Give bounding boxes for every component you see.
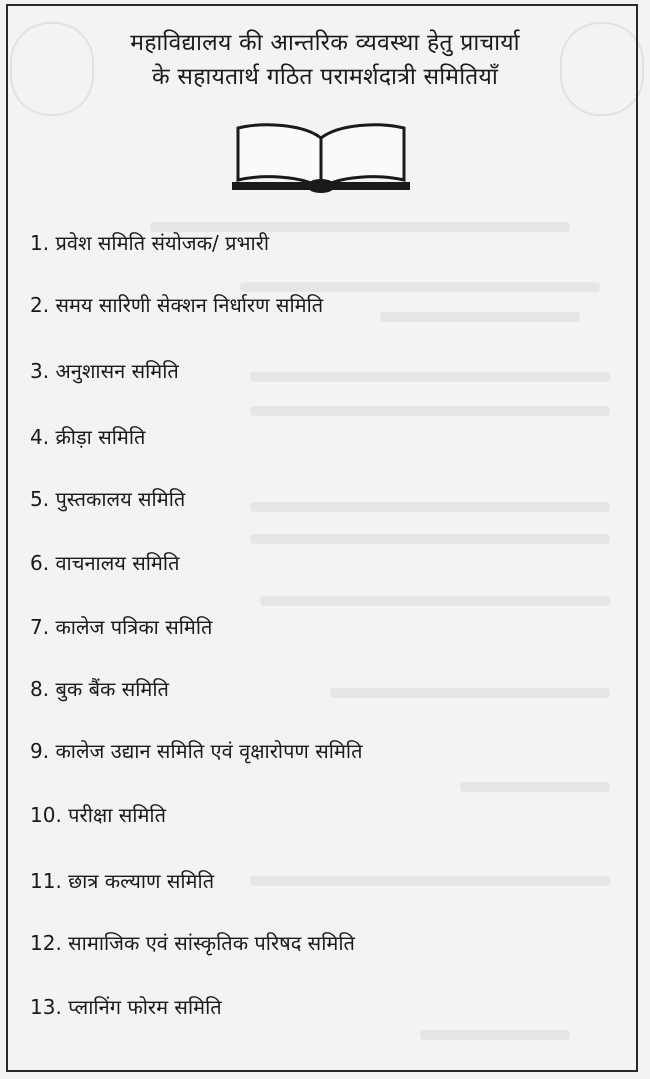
list-item: 1. प्रवेश समिति संयोजक/ प्रभारी (30, 231, 270, 255)
list-item: 12. सामाजिक एवं सांस्कृतिक परिषद समिति (30, 931, 355, 955)
open-book-icon (228, 116, 414, 196)
list-item: 4. क्रीड़ा समिति (30, 425, 146, 449)
list-item: 6. वाचनालय समिति (30, 551, 180, 575)
heading-line-2: के सहायतार्थ गठित परामर्शदात्री समितियाँ (152, 64, 498, 90)
heading-line-1: महाविद्यालय की आन्तरिक व्यवस्था हेतु प्राचार्या (130, 30, 520, 56)
list-item: 7. कालेज पत्रिका समिति (30, 615, 213, 639)
list-item: 5. पुस्तकालय समिति (30, 487, 186, 511)
list-item: 2. समय सारिणी सेक्शन निर्धारण समिति (30, 293, 324, 317)
list-item: 13. प्लानिंग फोरम समिति (30, 995, 222, 1019)
document-heading (20, 26, 630, 94)
list-item: 9. कालेज उद्यान समिति एवं वृक्षारोपण समिति (30, 739, 363, 763)
list-item: 11. छात्र कल्याण समिति (30, 869, 215, 893)
list-item: 8. बुक बैंक समिति (30, 677, 169, 701)
list-item: 3. अनुशासन समिति (30, 359, 179, 383)
list-item: 10. परीक्षा समिति (30, 803, 167, 827)
